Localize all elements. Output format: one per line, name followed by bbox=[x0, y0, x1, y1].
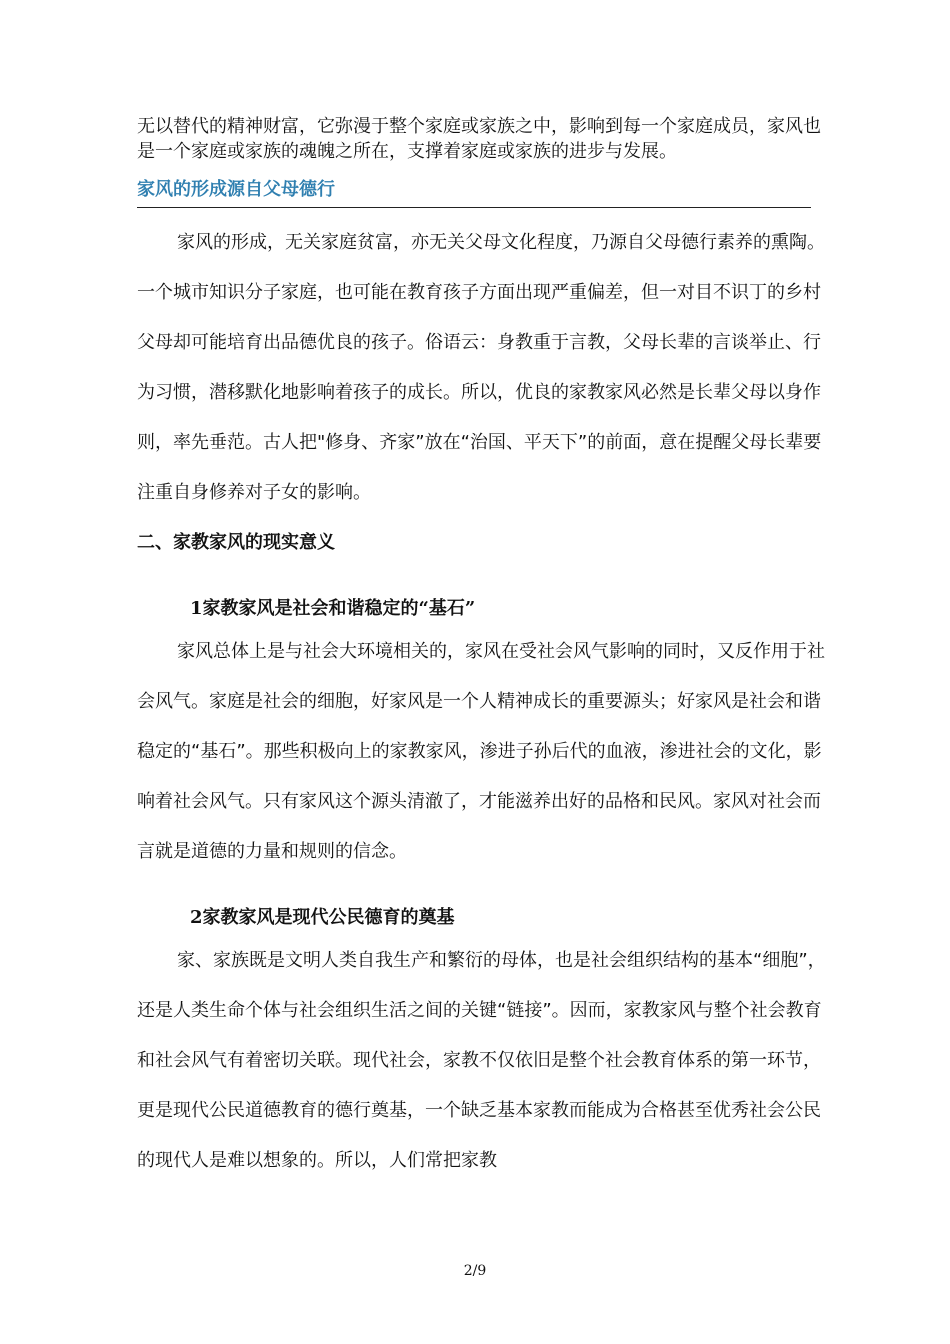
subheading-social-harmony: 1家教家风是社会和谐稳定的“基石” bbox=[190, 598, 476, 619]
paragraph-family-style-origin: 家风的形成，无关家庭贫富，亦无关父母文化程度，乃源自父母德行素养的熏陶。一个城市知识分子家庭，也可能在教育孩子方面出现严重偏差，但一对目不识丁的乡村父母却可能培育出品德优良的孩子。俗语云：身教重于言教，父母长辈的言谈举止、行为习惯，潜移默化地影响着孩子的成长。所以，优良的家教家风必然是长辈父母以身作则，率先垂范。古人把"修身、齐家”放在“治国、平天下”的前面，意在提醒父母长辈要注重自身修养对子女的影响。 bbox=[137, 232, 825, 503]
paragraph-civic-education: 家、家族既是文明人类自我生产和繁衍的母体，也是社会组织结构的基本“细胞”，还是人类生命个体与社会组织生活之间的关键“链接”。因而，家教家风与整个社会教育和社会风气有着密切关联。现代社会，家教不仅依旧是整个社会教育体系的第一环节，更是现代公民道德教育的德行奠基，一个缺乏基本家教而能成为合格甚至优秀社会公民的现代人是难以想象的。所以，人们常把家教 bbox=[137, 950, 826, 1171]
page-number: 2/9 bbox=[463, 1263, 487, 1279]
intro-paragraph: 无以替代的精神财富，它弥漫于整个家庭或家族之中，影响到每一个家庭成员，家风也是一个家庭或家族的魂魄之所在，支撑着家庭或家族的进步与发展。 bbox=[137, 116, 821, 162]
subheading-civic-education: 2家教家风是现代公民德育的奠基 bbox=[190, 907, 455, 928]
paragraph-social-harmony: 家风总体上是与社会大环境相关的，家风在受社会风气影响的同时，又反作用于社会风气。家庭是社会的细胞，好家风是一个人精神成长的重要源头；好家风是社会和谐稳定的“基石”。那些积极向上的家教家风，渗进子孙后代的血液，渗进社会的文化，影响着社会风气。只有家风这个源头清澈了，才能滋养出好的品格和民风。家风对社会而言就是道德的力量和规则的信念。 bbox=[137, 641, 825, 862]
chapter-heading: 二、家教家风的现实意义 bbox=[137, 532, 335, 553]
section-heading: 家风的形成源自父母德行 bbox=[137, 177, 811, 208]
